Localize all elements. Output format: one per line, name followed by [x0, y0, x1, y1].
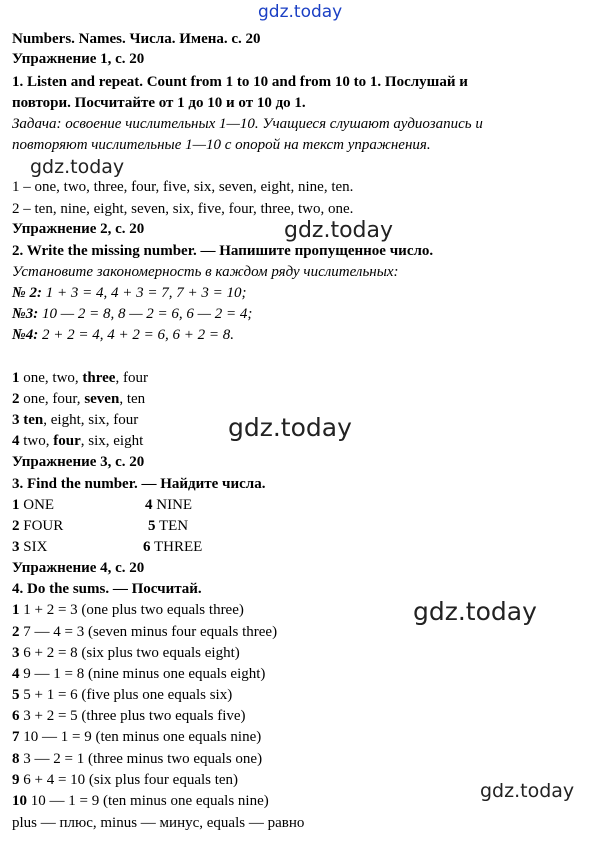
exercise-1-line: 2 – ten, nine, eight, seven, six, five, four, three, two, one.	[12, 201, 354, 217]
sum-text: 5 + 1 = 6 (five plus one equals six)	[19, 687, 233, 703]
exercise-2-answer	[12, 369, 148, 388]
item-number: 2	[12, 391, 20, 407]
sum-line	[12, 686, 232, 705]
list-item	[12, 539, 47, 555]
exercise-4-task: 4. Do the sums. — Посчитай.	[12, 581, 202, 597]
sum-text: 10 — 1 = 9 (ten minus one equals nine)	[19, 729, 262, 745]
item-number: 1	[12, 370, 20, 386]
sum-line	[12, 750, 262, 769]
answer-text: , ten	[119, 391, 146, 407]
sum-text: 1 + 2 = 3 (one plus two equals three)	[19, 602, 244, 618]
exercise-2-note: Установите закономерность в каждом ряду числительных:	[12, 264, 399, 280]
item-number: 4	[145, 497, 153, 513]
watermark: gdz.today	[284, 218, 394, 243]
page-title: Numbers. Names. Числа. Имена. с. 20	[12, 31, 261, 47]
exercise-3-row	[12, 538, 412, 557]
sum-text: 10 — 1 = 9 (ten minus one equals nine)	[27, 793, 269, 809]
item-number: 10	[12, 793, 27, 809]
exercise-1-task: 1. Listen and repeat. Count from 1 to 10 and from 10 to 1. Послушай и	[12, 74, 468, 90]
exercise-1-note: повторяют числительные 1—10 с опорой на текст упражнения.	[12, 137, 431, 153]
item-number: 2	[12, 518, 20, 534]
item-number: 3	[12, 539, 20, 555]
exercise-1-note: Задача: освоение числительных 1—10. Учащиеся слушают аудиозапись и	[12, 116, 483, 132]
watermark-top: gdz.today	[258, 2, 343, 22]
sum-text: 7 — 4 = 3 (seven minus four equals three)	[19, 624, 278, 640]
sum-line	[12, 771, 238, 790]
item-number: 9	[12, 772, 20, 788]
exercise-3-row	[12, 496, 412, 515]
exercise-3-header: Упражнение 3, с. 20	[12, 454, 145, 470]
sum-line	[12, 792, 269, 811]
exercise-1-task: повтори. Посчитайте от 1 до 10 и от 10 до 1.	[12, 95, 306, 111]
watermark: gdz.today	[480, 780, 575, 802]
exercise-2-answer	[12, 411, 138, 430]
sum-text: 6 + 2 = 8 (six plus two equals eight)	[19, 645, 240, 661]
item-text: THREE	[150, 539, 203, 555]
exercise-1-header: Упражнение 1, с. 20	[12, 51, 145, 67]
answer-text: , eight, six, four	[43, 412, 139, 428]
sum-line	[12, 601, 244, 620]
watermark: gdz.today	[228, 413, 352, 442]
row-text: 1 + 3 = 4, 4 + 3 = 7, 7 + 3 = 10;	[41, 285, 247, 301]
sum-line	[12, 707, 246, 726]
sum-text: 6 + 4 = 10 (six plus four equals ten)	[19, 772, 239, 788]
list-item	[148, 517, 188, 536]
item-number: 5	[148, 518, 156, 534]
row-label: №3:	[12, 306, 39, 322]
sum-text: 9 — 1 = 8 (nine minus one equals eight)	[19, 666, 266, 682]
row-text: 2 + 2 = 4, 4 + 2 = 6, 6 + 2 = 8.	[38, 327, 234, 343]
item-text: NINE	[152, 497, 193, 513]
item-number: 1	[12, 602, 20, 618]
item-text: SIX	[19, 539, 48, 555]
item-number: 8	[12, 751, 20, 767]
sum-line	[12, 665, 265, 684]
watermark: gdz.today	[413, 597, 537, 626]
item-number: 4	[12, 666, 20, 682]
answer-missing: four	[53, 433, 81, 449]
item-number: 2	[12, 624, 20, 640]
item-number: 5	[12, 687, 20, 703]
answer-text: , six, eight	[80, 433, 144, 449]
item-text: FOUR	[19, 518, 64, 534]
sum-text: 3 — 2 = 1 (three minus two equals one)	[19, 751, 263, 767]
exercise-2-row	[12, 305, 252, 324]
exercise-2-task: 2. Write the missing number. — Напишите пропущенное число.	[12, 243, 434, 259]
watermark: gdz.today	[30, 156, 125, 178]
list-item	[12, 497, 54, 513]
list-item	[12, 518, 63, 534]
answer-text: one, four,	[19, 391, 85, 407]
sum-line	[12, 623, 277, 642]
answer-missing: ten	[23, 412, 44, 428]
answer-missing: seven	[84, 391, 120, 407]
exercise-4-header: Упражнение 4, с. 20	[12, 560, 145, 576]
exercise-1-line: 1 – one, two, three, four, five, six, seven, eight, nine, ten.	[12, 179, 354, 195]
row-text: 10 — 2 = 8, 8 — 2 = 6, 6 — 2 = 4;	[38, 306, 253, 322]
item-number: 6	[12, 708, 20, 724]
item-number: 7	[12, 729, 20, 745]
item-text: TEN	[155, 518, 189, 534]
exercise-3-task: 3. Find the number. — Найдите числа.	[12, 476, 266, 492]
sum-line	[12, 728, 261, 747]
sum-line	[12, 644, 240, 663]
answer-text: two,	[19, 433, 54, 449]
item-text: ONE	[19, 497, 55, 513]
exercise-2-row	[12, 326, 234, 345]
exercise-2-row	[12, 284, 246, 303]
exercise-3-row	[12, 517, 412, 536]
answer-text: , four	[115, 370, 148, 386]
item-number: 3	[12, 645, 20, 661]
answer-text: one, two,	[19, 370, 83, 386]
exercise-2-answer	[12, 432, 143, 451]
row-label: №4:	[12, 327, 39, 343]
item-number: 4	[12, 433, 20, 449]
list-item	[143, 538, 202, 557]
item-number: 6	[143, 539, 151, 555]
row-label: № 2:	[12, 285, 42, 301]
item-number: 1	[12, 497, 20, 513]
list-item	[145, 496, 192, 515]
exercise-4-glossary: plus — плюс, minus — минус, equals — равно	[12, 815, 305, 831]
exercise-2-answer	[12, 390, 145, 409]
answer-missing: three	[82, 370, 116, 386]
item-number: 3	[12, 412, 20, 428]
exercise-2-header: Упражнение 2, с. 20	[12, 221, 145, 237]
sum-text: 3 + 2 = 5 (three plus two equals five)	[19, 708, 246, 724]
